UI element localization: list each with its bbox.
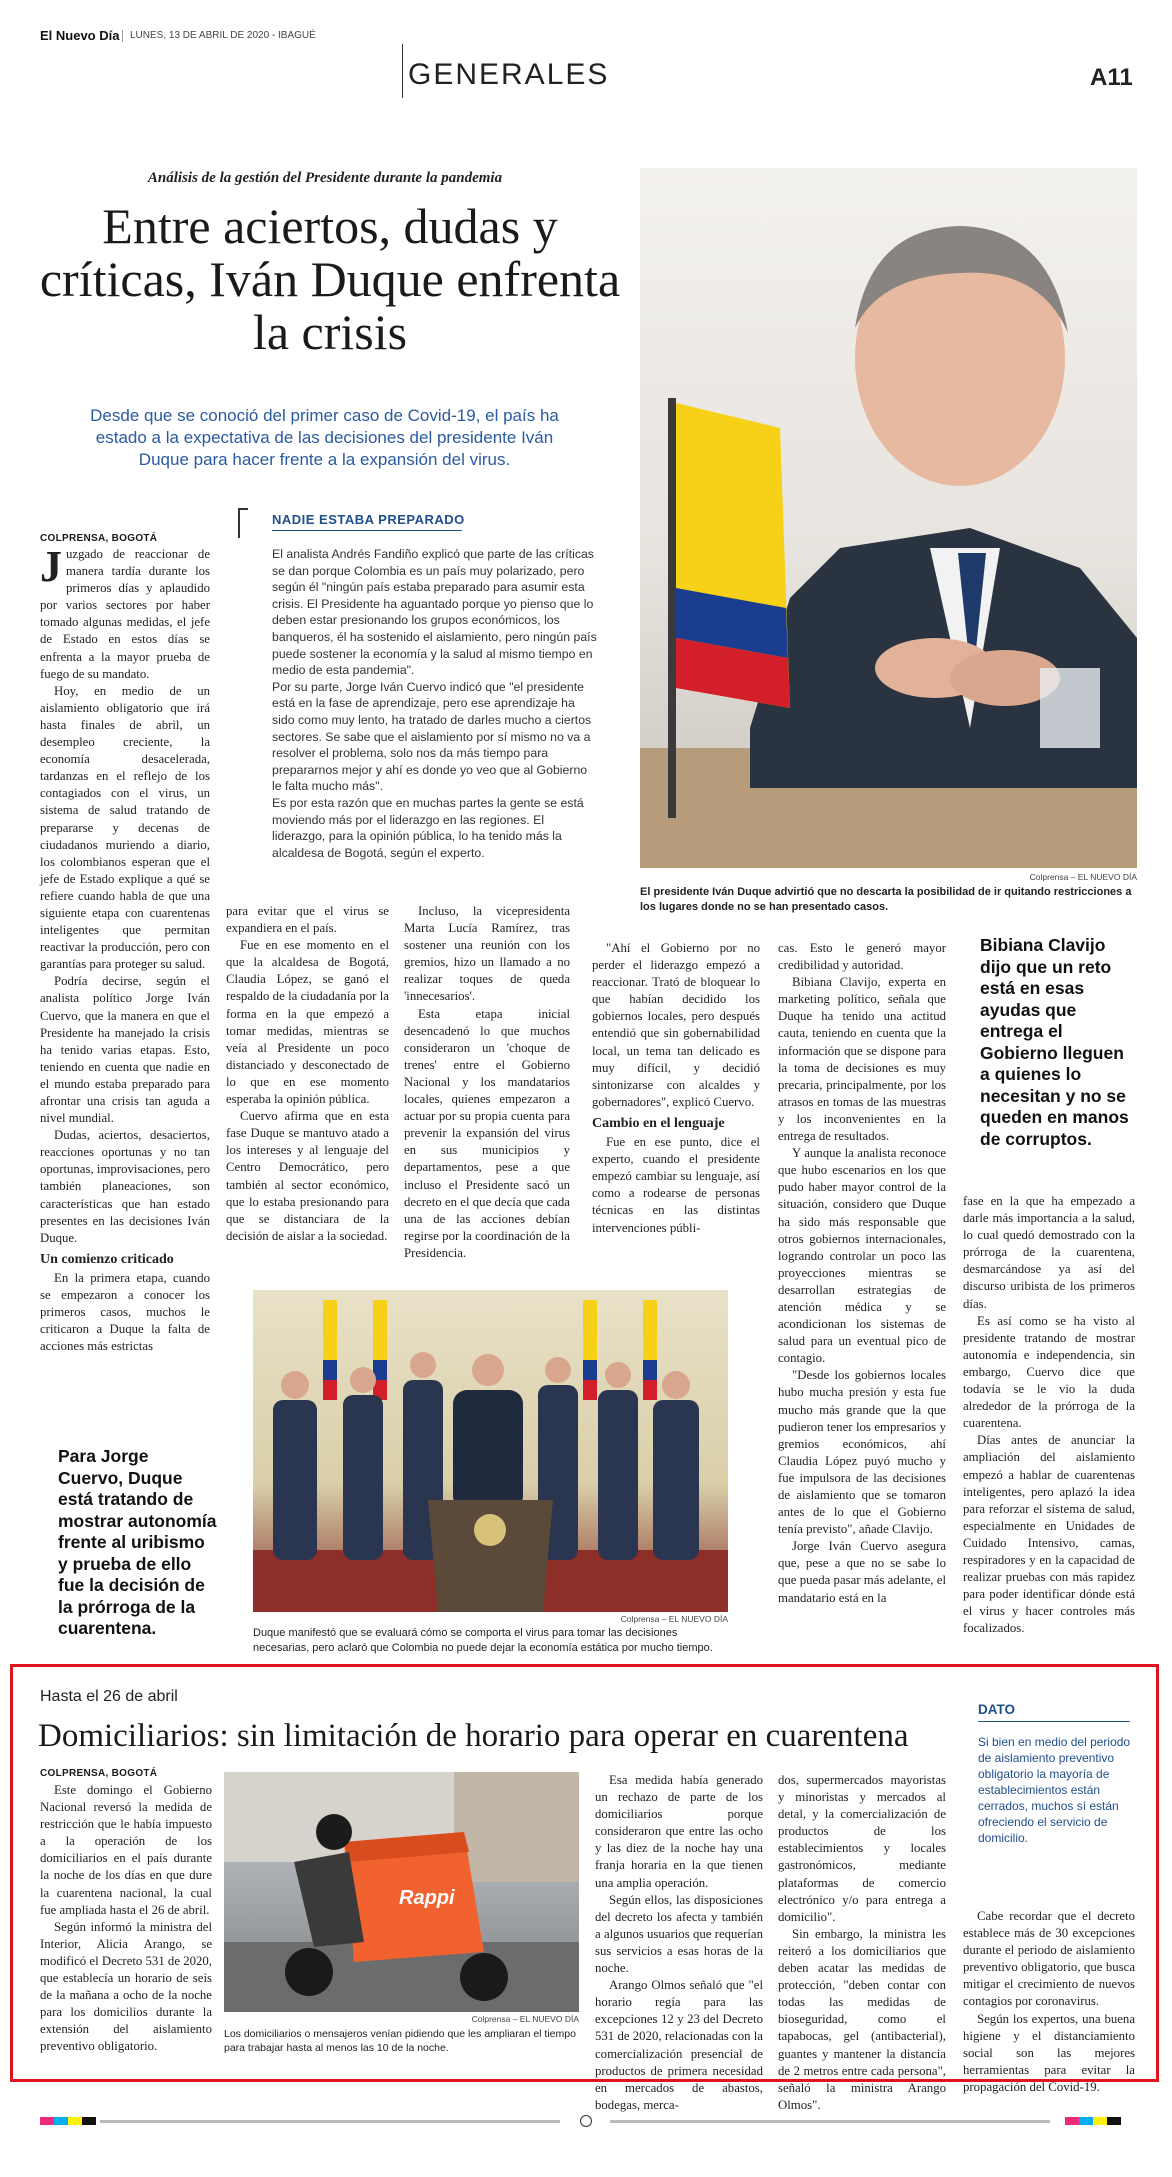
president-illustration (640, 168, 1137, 868)
newspaper-logo: El Nuevo Día (40, 28, 120, 43)
col2-paragraph: Cuervo afirma que en esta fase Duque se mantuvo atado a los intereses y al lenguaje del Centro Democrático, pero también al sector económico, que lo estaba presionando para que se distanciara de la decisión de aislar a la sociedad. (226, 1109, 389, 1243)
sec-col4-paragraph: Según los expertos, una buena higiene y el distanciamiento social son las mejores herramientas para evitar la propagación del Covid-19. (963, 2011, 1135, 2094)
col1-paragraph: En la primera etapa, cuando se empezaron a conocer los primeros casos, muchos le criticaron a Duque la falta de acciones más estrictas (40, 1270, 210, 1354)
main-deck: Desde que se conoció del primer caso de Covid-19, el país ha estado a la expectativa de las decisiones del presidente Iván Duque para hacer frente a la expansión del virus. (90, 406, 559, 469)
rappi-bag-logo: Rappi (399, 1887, 455, 1909)
col3-paragraph: Incluso, la vicepresidenta Marta Lucía Ramírez, tras sostener una reunión con los gremios, hizo un llamado a no realizar toques de queda 'innecesarios'. (404, 904, 570, 1004)
col1-paragraph: uzgado de reaccionar de manera tardía durante los primeros días y aplaudido por varios sectores por haber tomado algunas medidas, el jefe de Estado en estos días se enfrenta a la mayor prueba de fuego de su mandato. (40, 547, 210, 681)
page-number: A11 (1090, 64, 1133, 91)
col6-paragraph: Días antes de anunciar la ampliación del aislamiento empezó a hablar de cuarentenas inteligentes, pero aplazó la idea para reforzar el sistema de salud, especialmente en Unidades de Cuidado Intensivo, camas, respiradores y en la capacidad de realizar pruebas con más rapidez para poder identificar dónde está el virus y hacer controles más focalizados. (963, 1433, 1135, 1636)
col5-paragraph: Y aunque la analista reconoce que hubo escenarios en los que pudo haber mayor control de la situación, considero que Duque ha sido más responsable que otros gobiernos internacionales, logrando controlar un poco las proyecciones mientras se desarrollan estrategias de atención médica y se acondicionan los sistemas de salud para un eventual pico de contagio. (778, 1146, 946, 1366)
secondary-column-2 (595, 1772, 763, 2114)
sidebar-paragraph: El analista Andrés Fandiño explicó que parte de las críticas se dan porque Colombia es un país muy polarizado, pero según él "ningún país estaba preparado para asumir esta crisis. El Presidente ha aguantado porque yo pienso que lo deben estar presionando los grupos económicos, los banqueros, él ha sostenido el aislamiento, pero ningún país puede sostener la economía y la salud al mismo tiempo en medio de esta pandemia". (272, 547, 597, 678)
president-photo-caption: El presidente Iván Duque advirtió que no descarta la posibilidad de ir quitando restricciones a los lugares donde no se han presentado casos. (640, 886, 1132, 913)
president-photo-credit: Colprensa – EL NUEVO DÍA (1029, 872, 1137, 882)
sec-col4-paragraph: Cabe recordar que el decreto establece más de 30 excepciones durante el periodo de aislamiento preventivo obligatorio, que busca mitigar el crecimiento de nuevos contagios por coronavirus. (963, 1909, 1135, 2009)
group-photo-credit: Colprensa – EL NUEVO DÍA (620, 1614, 728, 1624)
col4-paragraph: "Ahí el Gobierno por no perder el liderazgo empezó a reaccionar. Trató de bloquear lo que habían decidido los gobiernos locales, pero después entendió que sin gobernabilidad local, un tema tan delicado es muy difícil, y decidió sintonizarse con alcaldes y gobernadores", explicó Cuervo. (592, 941, 760, 1109)
col5-paragraph: cas. Esto le generó mayor credibilidad y autoridad. (778, 941, 946, 973)
sec-col2-paragraph: Arango Olmos señaló que "el horario regía para las excepciones 12 y 23 del Decreto 531 de 2020, relacionadas con la comercialización presencial de productos de primera necesidad en mercados de abastos, bodegas, merca- (595, 1978, 763, 2112)
main-kicker: Análisis de la gestión del Presidente durante la pandemia (147, 170, 503, 186)
sidebar-nadie-preparado (272, 546, 597, 861)
section-rule (402, 44, 403, 98)
dato-title: DATO (978, 1702, 1015, 1717)
section-title: GENERALES (408, 58, 610, 91)
sec-col3-paragraph: dos, supermercados mayoristas y minoristas y mercados al detal, y la comercialización de productos de los establecimientos y locales gastronómicos, mediante plataformas de comercio electrónico y/o para entrega a domicilio". (778, 1773, 946, 1924)
sec-col3-paragraph: Sin embargo, la ministra les reiteró a los domiciliarios que deben acatar las medidas de protección, "deben contar con todas las medidas de bioseguridad, como el tapabocas, gel (antibacterial), guantes y mantener la distancia de 2 metros entre cada persona", señaló la ministra Arango Olmos". (778, 1926, 946, 2112)
president-photo (640, 168, 1137, 868)
main-column-4 (592, 940, 760, 1237)
col1-paragraph: Dudas, aciertos, desaciertos, reacciones oportunas y no tan oportunas, improvisaciones, pero también planeaciones, son características que han estado presentes en las decisiones Iván Duque. (40, 1128, 210, 1245)
delivery-photo-caption: Los domiciliarios o mensajeros venían pidiendo que les ampliaran el tiempo para trabajar hasta al menos las 10 de la noche. (224, 2028, 576, 2054)
main-column-5 (778, 940, 946, 1607)
secondary-column-1 (40, 1782, 212, 2056)
subhead-comienzo: Un comienzo criticado (40, 1251, 174, 1267)
sec-col1-paragraph: Este domingo el Gobierno Nacional reversó la medida de restricción que le había impuesto a la operación de los domiciliarios en el país durante la noche de los días en que dure la cuarentena nacional, la cual fue ampliada hasta el 26 de abril. (40, 1783, 212, 1917)
printer-color-bar (40, 2115, 1135, 2127)
delivery-photo-credit: Colprensa – EL NUEVO DÍA (471, 2014, 579, 2024)
sidebar-title-rule (272, 530, 462, 531)
dato-rule (978, 1721, 1130, 1722)
col2-paragraph: para evitar que el virus se expandiera en el país. (226, 904, 389, 936)
main-column-6 (963, 1193, 1135, 1637)
col2-paragraph: Fue en ese momento en el que la alcaldesa de Bogotá, Claudia López, se ganó el respaldo de la ciudadanía por la forma en la que empezó a tomar medidas, mientras se veía al Presidente un poco distanciado y desconectado de lo que en ese momento esperaba la opinión pública. (226, 938, 389, 1107)
col1-paragraph: Hoy, en medio de un aislamiento obligatorio que irá hasta finales de abril, un desempleo creciente, la economía desacelerada, tardanzas en el reflejo de los contagiados con el virus, un sistema de salud tratando de prepararse y decenas de ciudadanos muriendo a diario, los colombianos esperan que el jefe de Estado explique a qué se refiere cuando habla de que una siguiente etapa con cuarentenas inteligentes que permitan reactivar la producción, pero con garantías para proteger su salud. (40, 683, 210, 972)
secondary-column-4 (963, 1908, 1135, 2096)
group-photo-caption: Duque manifestó que se evaluará cómo se comporta el virus para tomar las decisiones necesarias, pero aclaró que Colombia no puede dejar la economía estática por mucho tiempo. (253, 1627, 713, 1654)
dato-text: Si bien en medio del periodo de aislamiento preventivo obligatorio la mayoría de establecimientos están cerrados, muchos sí están ofreciendo el servicio de domicilio. (978, 1735, 1131, 1845)
sec-col2-paragraph: Según ellos, las disposiciones del decreto los afecta y también a algunos usuarios que requerían sus servicios a esas horas de la noche. (595, 1892, 763, 1976)
dateline: LUNES, 13 DE ABRIL DE 2020 - IBAGUÉ (130, 30, 316, 41)
main-column-1 (40, 542, 210, 1355)
sidebar-paragraph: Por su parte, Jorge Iván Cuervo indicó que "el presidente está en la fase de aprendizaje, pero ese aprendizaje ha sido como muy lento, ha tratado de darles mucho a ciertos sectores. Se sabe que el aislamiento por sí mismo no va a resolver el problema, solo nos da más tiempo para prepararnos mejor y ahí es donde yo veo que al Gobierno le falta mucho más". (272, 679, 592, 794)
main-column-2 (226, 903, 389, 1245)
delivery-photo (224, 1772, 579, 2012)
main-byline: COLPRENSA, BOGOTÁ (40, 533, 158, 544)
col1-paragraph: Podría decirse, según el analista político Jorge Iván Cuervo, que la manera en que el Presidente ha manejado la crisis ha tenido varias etapas. Esto, teniendo en cuenta que nadie en el mundo estaba preparado para afrontar una crisis tan aguda a nivel mundial. (40, 974, 210, 1126)
col5-paragraph: Bibiana Clavijo, experta en marketing político, señala que Duque ha tenido una actitud cauta, teniendo en cuenta que la información que se dispone para la toma de decisiones es muy precaria, principalmente, por los atrasos en tomas de las muestras y los inconvenientes en la entrega de resultados. (778, 975, 946, 1144)
col5-paragraph: "Desde los gobiernos locales hubo mucha presión y esta fue mucho más grande que la que pudieron tener los empresarios y gremios económicos, ahí Claudia López puyó mucho y fue impulsora de las decisiones de aislamiento que se tomaron antes de lo que el Gobierno tenía previsto", añade Clavijo. (778, 1368, 946, 1537)
group-photo (253, 1290, 728, 1612)
main-headline: Entre aciertos, dudas y críticas, Iván Duque enfrenta la crisis (39, 198, 621, 360)
masthead (40, 28, 1135, 48)
sidebar-title: NADIE ESTABA PREPARADO (272, 512, 465, 527)
registration-mark-icon (580, 2115, 592, 2127)
pullquote-right: Bibiana Clavijo dijo que un reto está en esas ayudas que entrega el Gobierno lleguen a quienes lo necesitan y no se queden en manos de corruptos. (980, 935, 1129, 1149)
pullquote-left: Para Jorge Cuervo, Duque está tratando de mostrar autonomía frente al uribismo y prueba de ello fue la decisión de la prórroga de la cuarentena. (58, 1446, 217, 1638)
secondary-byline: COLPRENSA, BOGOTÁ (40, 1768, 158, 1779)
secondary-column-3 (778, 1772, 946, 2114)
secondary-kicker: Hasta el 26 de abril (40, 1688, 178, 1705)
main-column-3 (404, 903, 570, 1262)
group-illustration (253, 1290, 728, 1612)
dropcap: J (40, 542, 62, 591)
sidebar-bracket (238, 508, 248, 538)
col6-paragraph: fase en la que ha empezado a darle más importancia a la salud, lo cual quedó demostrado con la prórroga de la cuarentena, desmarcándose ya así del discurso uribista de los primeros días. (963, 1194, 1135, 1311)
col5-paragraph: Jorge Iván Cuervo asegura que, pese a que no se sabe lo que pueda pasar más adelante, el mandatario está en la (778, 1539, 946, 1605)
col6-paragraph: Es así como se ha visto al presidente tratando de mostrar autonomía e independencia, sin embargo, Cuervo dice que todavía se le vio la duda alrededor de la prórroga de la cuarentena. (963, 1313, 1135, 1431)
col4-paragraph: Fue en ese punto, dice el experto, cuando el presidente empezó cambiar su lenguaje, así como a rodearse de personas técnicas en las distintas intervenciones públi- (592, 1135, 760, 1235)
secondary-headline: Domiciliarios: sin limitación de horario para operar en cuarentena (38, 1718, 909, 1754)
sidebar-paragraph: Es por esta razón que en muchas partes la gente se está moviendo más por el liderazgo en las regiones. El liderazgo, para la opinión pública, lo ha tenido más la alcaldesa de Bogotá, según el experto. (272, 795, 584, 860)
col3-paragraph: Esta etapa inicial desencadenó lo que muchos consideraron un 'choque de trenes' entre el Gobierno Nacional y los mandatarios locales, quienes empezaron a actuar por su propia cuenta para prevenir la expansión del virus en sus municipios y departamentos, pese a que incluso el Presidente sacó un decreto en el que decía que cada una de las acciones debían regirse por la coordinación de la Presidencia. (404, 1006, 570, 1260)
sec-col1-paragraph: Según informó la ministra del Interior, Alicia Arango, se modificó el Decreto 531 de 2020, que establecía un horario de seis de la mañana a ocho de la noche para los domicilios durante la extensión del aislamiento preventivo obligatorio. (40, 1919, 212, 2054)
subhead-cambio-lenguaje: Cambio en el lenguaje (592, 1115, 725, 1131)
sec-col2-paragraph: Esa medida había generado un rechazo de parte de los domiciliarios porque consideraron que entre las ocho y las diez de la noche hay una franja horaria en la que tienen una amplia operación. (595, 1773, 763, 1890)
